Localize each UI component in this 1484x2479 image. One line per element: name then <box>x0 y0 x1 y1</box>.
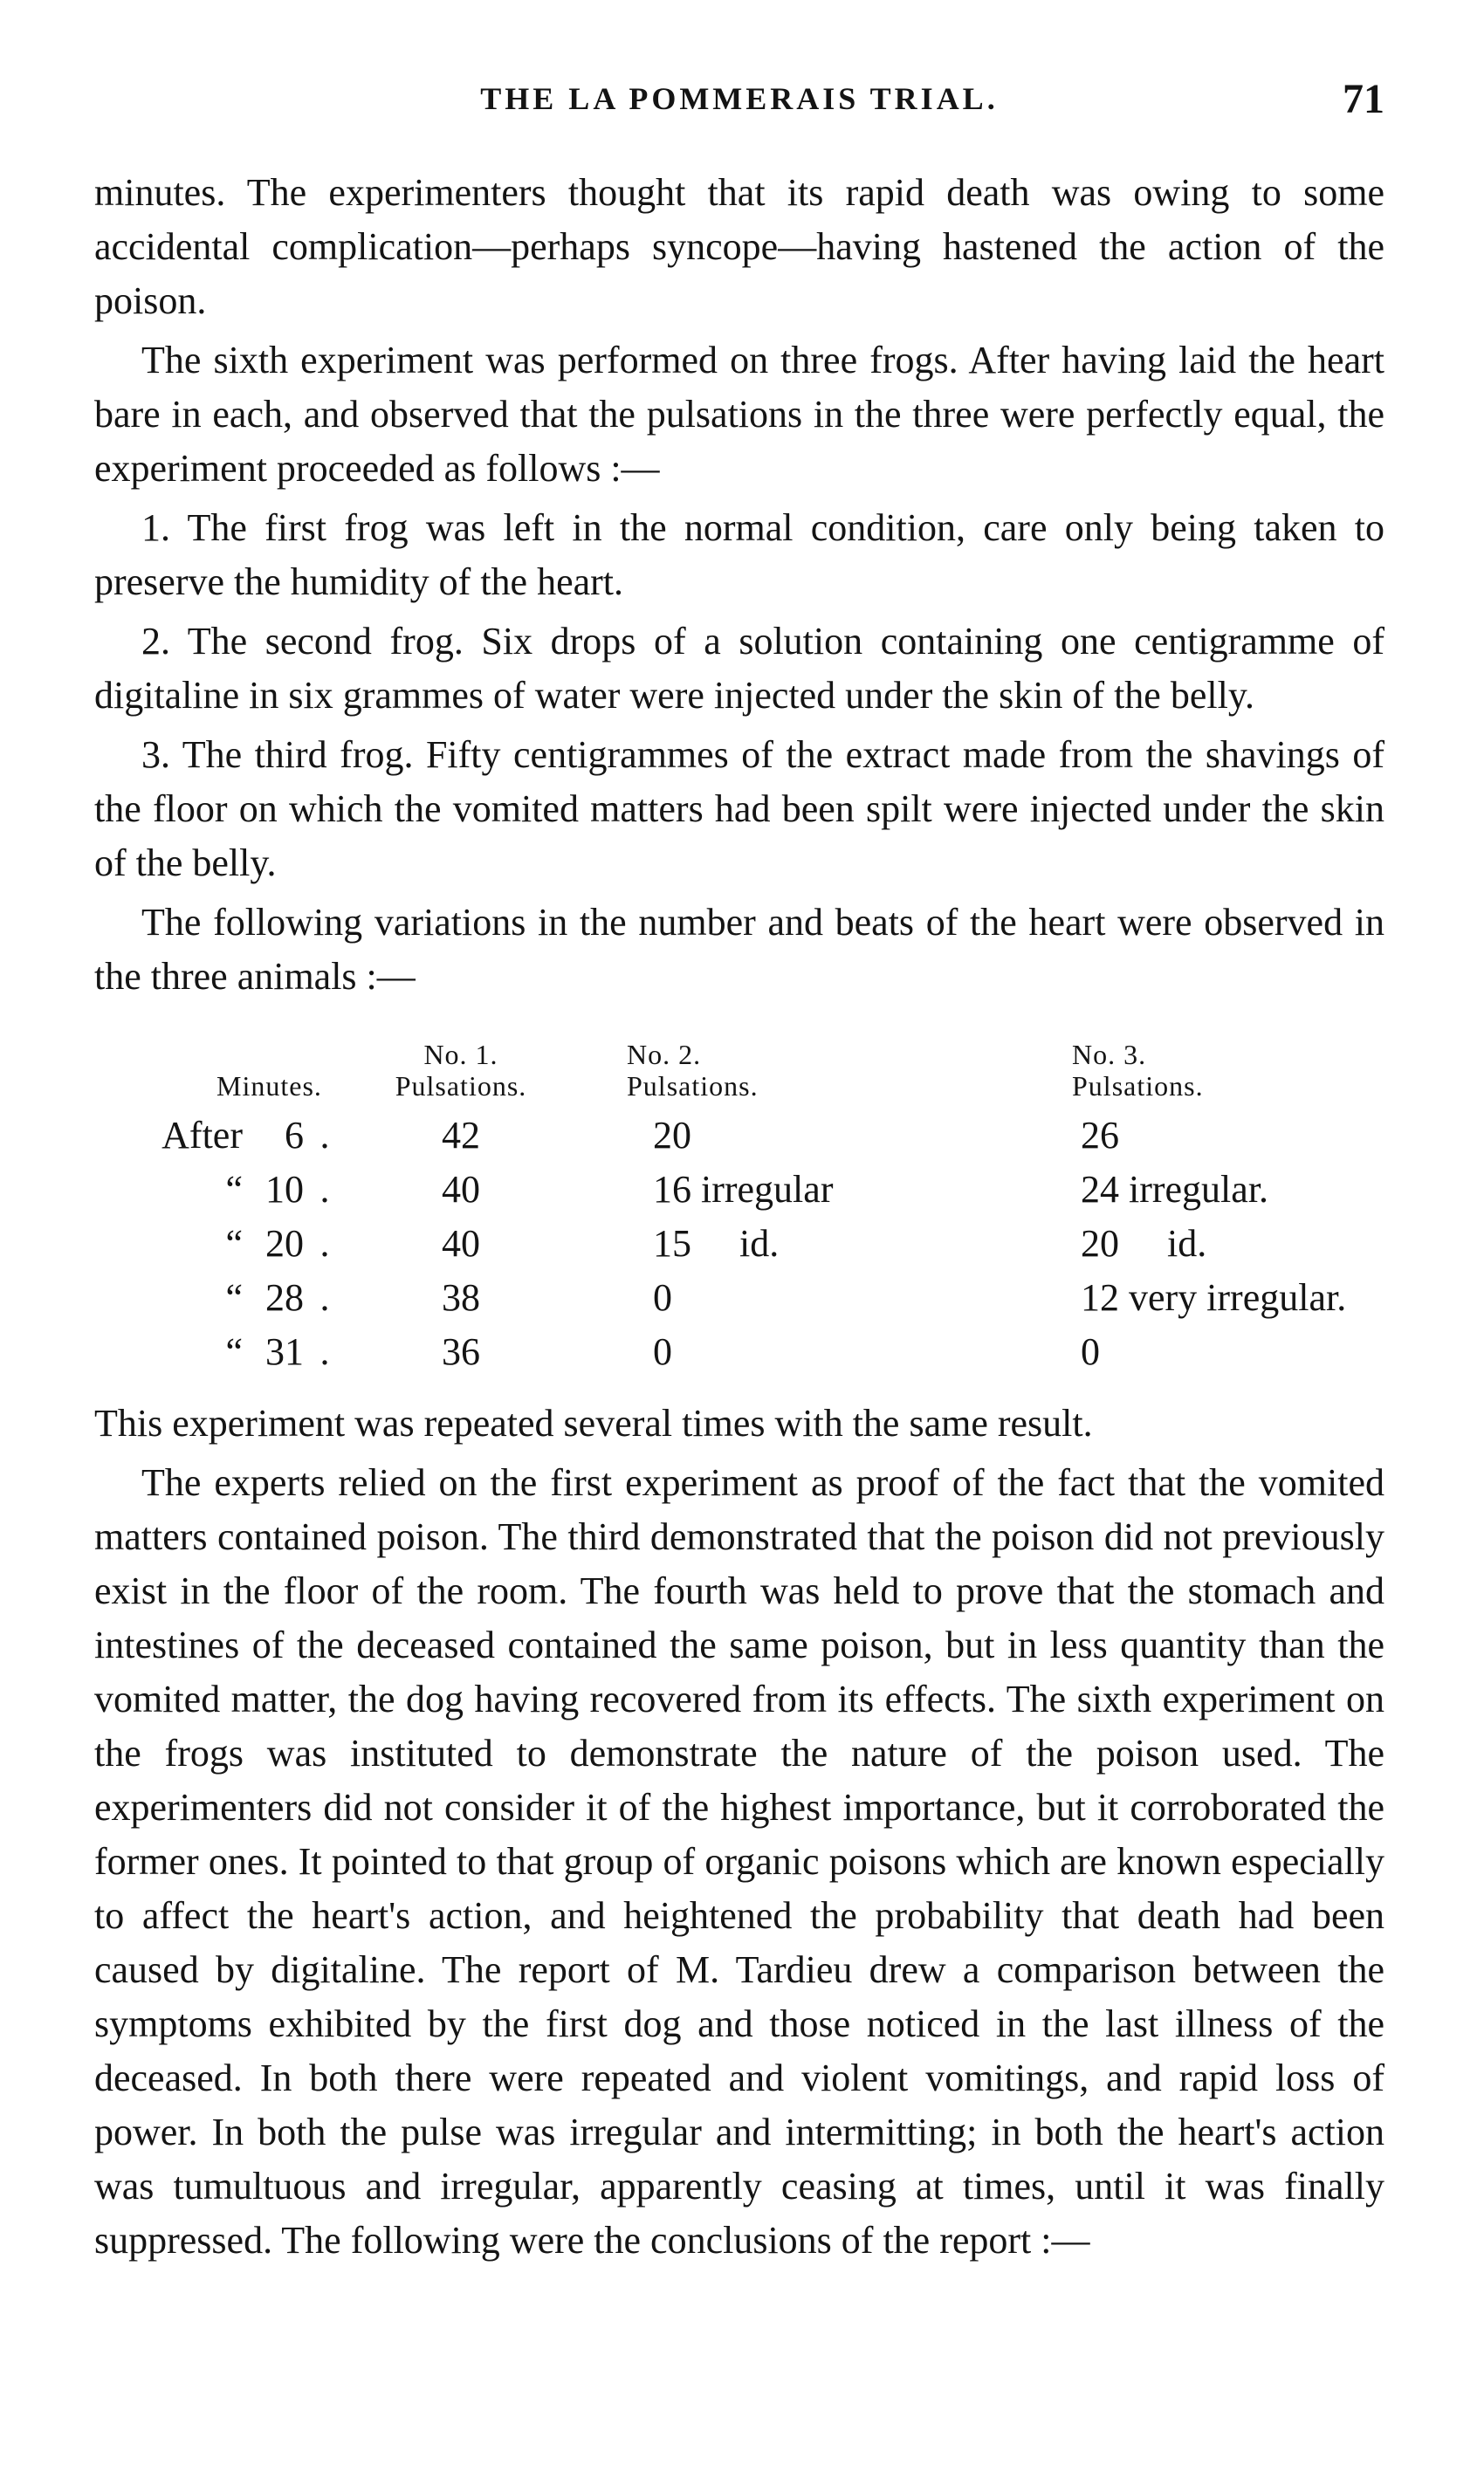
cell-no3: 12 very irregular. <box>1081 1276 1347 1319</box>
paragraph: This experiment was repeated several times with the same result. <box>94 1402 1093 1445</box>
paragraph: The sixth experiment was performed on three frogs. After having laid the heart bare in each, and observed that the pulsations in the three were perfectly equal, the experiment proceeded as follows :— <box>94 339 1384 490</box>
table-row <box>94 1271 1384 1325</box>
cell-no3: 24 irregular. <box>1081 1168 1269 1211</box>
cell-no2: 0 <box>653 1276 672 1319</box>
minutes-value: 20 <box>265 1222 304 1265</box>
cell-minutes <box>94 1109 347 1163</box>
minutes-value: 6 <box>285 1114 304 1157</box>
minutes-value: 10 <box>265 1168 304 1211</box>
cell-minutes <box>94 1325 347 1379</box>
cell-no3: 0 <box>1081 1330 1100 1373</box>
paragraphs-before-table <box>94 166 1384 1004</box>
paragraph: minutes. The experimenters thought that its rapid death was owing to some accidental complication—perhaps syncope—having hastened the action of the poison. <box>94 171 1384 322</box>
paragraph: The following variations in the number and beats of the heart were observed in the three animals :— <box>94 901 1384 998</box>
header-minutes: Minutes. <box>216 1070 322 1102</box>
cell-minutes <box>94 1217 347 1271</box>
table-row <box>94 1217 1384 1271</box>
leader-dot: . <box>319 1168 330 1211</box>
minutes-value: 28 <box>265 1276 304 1319</box>
cell-no1: 40 <box>442 1222 480 1265</box>
table-row <box>94 1109 1384 1163</box>
paragraph: 1. The first frog was left in the normal condition, care only being taken to preserve the humidity of the heart. <box>94 506 1384 603</box>
cell-no2: 16 irregular <box>653 1168 834 1211</box>
leader-dot: . <box>319 1276 330 1319</box>
table-body <box>94 1109 1384 1379</box>
table-row <box>94 1163 1384 1217</box>
paragraph: 2. The second frog. Six drops of a solution containing one centigramme of digitaline in six grammes of water were injected under the skin of the belly. <box>94 620 1384 717</box>
cell-minutes <box>94 1163 347 1217</box>
minutes-prefix: “ <box>225 1168 243 1211</box>
header-no3: No. 3. Pulsations. <box>1072 1039 1204 1102</box>
table-row <box>94 1325 1384 1379</box>
cell-no1: 38 <box>442 1276 480 1319</box>
body-text <box>94 166 1384 2273</box>
leader-dot: . <box>319 1222 330 1265</box>
leader-dot: . <box>319 1114 330 1157</box>
paragraph: 3. The third frog. Fifty centigrammes of the extract made from the shavings of the floor on which the vomited matters had been spilt were injected under the skin of the belly. <box>94 733 1384 884</box>
cell-minutes <box>94 1271 347 1325</box>
paragraph: The experts relied on the first experiment as proof of the fact that the vomited matters contained poison. The third demonstrated that the poison did not previously exist in the floor of the room. The fourth was held to prove that the stomach and intestines of the deceased contained the same poison, but in less quantity than the vomited matter, the dog having recovered from its effects. The sixth experiment on the frogs was instituted to demonstrate the nature of the poison used. The experimenters did not consider it of the highest importance, but it corroborated the former ones. It pointed to that group of organic poisons which are known especially to affect the heart's action, and heightened the probability that death had been caused by digitaline. The report of M. Tardieu drew a comparison between the symptoms exhibited by the first dog and those noticed in the last illness of the deceased. In both there were repeated and violent vomitings, and rapid loss of power. In both the pulse was irregular and intermitting; in both the heart's action was tumultuous and irregular, apparently ceasing at times, until it was finally suppressed. The following were the conclusions of the report :— <box>94 1461 1384 2262</box>
minutes-prefix: After <box>161 1114 243 1157</box>
leader-dot: . <box>319 1330 330 1373</box>
running-title: THE LA POMMERAIS TRIAL. <box>480 81 999 116</box>
cell-no1: 40 <box>442 1168 480 1211</box>
cell-no3: 26 <box>1081 1114 1119 1157</box>
table-header-row <box>94 1039 1384 1109</box>
cell-no2: 0 <box>653 1330 672 1373</box>
cell-no3: 20 id. <box>1081 1222 1207 1265</box>
minutes-value: 31 <box>265 1330 304 1373</box>
cell-no2: 15 id. <box>653 1222 780 1265</box>
cell-no1: 36 <box>442 1330 480 1373</box>
page-header <box>94 76 1384 129</box>
pulsation-table <box>94 1039 1384 1379</box>
paragraphs-after-table <box>94 1397 1384 2268</box>
minutes-prefix: “ <box>225 1222 243 1265</box>
cell-no2: 20 <box>653 1114 691 1157</box>
page-number: 71 <box>1343 76 1384 122</box>
cell-no1: 42 <box>442 1114 480 1157</box>
minutes-prefix: “ <box>225 1330 243 1373</box>
header-no1: No. 1. Pulsations. <box>395 1039 527 1102</box>
header-no2: No. 2. Pulsations. <box>627 1039 759 1102</box>
minutes-prefix: “ <box>225 1276 243 1319</box>
